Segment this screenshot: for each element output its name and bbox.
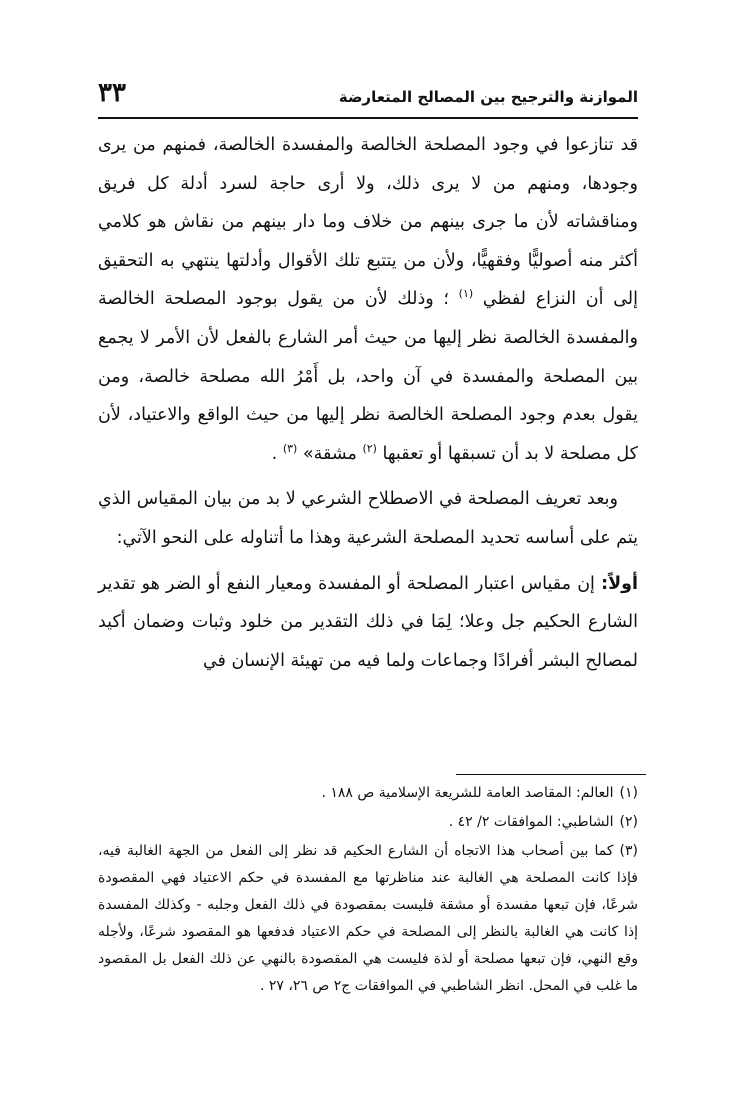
paragraph-2: وبعد تعريف المصلحة في الاصطلاح الشرعي لا بد من بيان المقياس الذي يتم على أساسه تحديد المصلحة الشرعية وهذا ما أتناوله على النحو الآتي: [98,489,638,548]
paragraph-1-part-4: . [271,443,278,464]
main-text [98,126,638,680]
paragraph-1-part-3: مشقة» [302,443,357,464]
footnote-2-number: (٢) [619,814,638,830]
paragraph-3 [98,565,638,681]
paragraph-3-lead: أولاً: [601,573,638,594]
footnote-1 [98,780,638,807]
paragraph-1-part-1: قد تنازعوا في وجود المصلحة الخالصة والمفسدة الخالصة، فمنهم من يرى وجودها، ومنهم من لا يرى ذلك، ولا أرى حاجة لسرد أدلة كل فريق ومناقشاته لأن ما جرى بينهم من خلاف وما دار بينهم من نقاش هو كلامي أكثر منه أصوليًّا وفقهيًّا، ولأن من يتتبع تلك الأقوال وأدلتها ينتهي به التحقيق إلى أن النزاع لفظي [98,135,638,310]
footnote-3-number: (٣) [619,843,638,859]
footnote-separator [456,774,646,775]
footnote-1-number: (١) [619,785,638,801]
page-number: ٣٣ [98,78,126,108]
footnote-ref-2[interactable]: (٢) [362,441,377,455]
footnote-1-text: العالم: المقاصد العامة للشريعة الإسلامية ص ١٨٨ . [321,785,614,801]
footnote-ref-3[interactable]: (٣) [282,441,298,455]
running-title: الموازنة والترجيح بين المصالح المتعارضة [338,88,638,106]
footnotes [98,780,638,1002]
footnote-ref-1[interactable]: (١) [458,287,474,301]
footnote-2 [98,809,638,836]
footnote-2-text: الشاطبي: الموافقات ٢/ ٤٢ . [448,814,614,830]
page-header [98,78,638,118]
paragraph-3-text: إن مقياس اعتبار المصلحة أو المفسدة ومعيار النفع أو الضر هو تقدير الشارع الحكيم جل وعلا؛ لِمَا في ذلك التقدير من خلود وثبات وضمان أكيد لمصالح البشر أفرادًا وجماعات ولما فيه من تهيئة الإنسان في [98,573,638,671]
paragraph-1-part-2: ؛ وذلك لأن من يقول بوجود المصلحة الخالصة والمفسدة الخالصة نظر إليها من حيث أمر الشارع بالفعل لأن الأمر لا يجمع بين المصلحة والمفسدة في آن واحد، بل أَمْرُ الله مصلحة خالصة، ومن يقول بعدم وجود المصلحة الخالصة نظر إليها من حيث الواقع والاعتياد، لأن كل مصلحة لا بد أن تسبقها أو تعقبها [98,289,638,464]
paragraph-1 [98,126,638,473]
header-rule [98,117,638,119]
footnote-3-text: كما بين أصحاب هذا الاتجاه أن الشارع الحكيم قد نظر إلى الفعل من الجهة الغالبة فيه، فإذا كانت المصلحة هي الغالبة عند مناظرتها مع المفسدة في حكم الاعتياد فهي المقصودة شرعًا، فإن تبعها مفسدة أو مشقة فليست بمقصودة في ذلك الفعل وجلبه - وكذلك المفسدة إذا كانت هي الغالبة بالنظر إلى المصلحة في حكم الاعتياد فدفعها هو المقصود شرعًا، ولأجله وقع النهي، فإن تبعها مصلحة أو لذة فليست هي المقصودة بالنهي عن ذلك الفعل بل المقصود ما غلب في المحل. انظر الشاطبي في الموافقات ج٢ ص ٢٦، ٢٧ . [98,843,638,994]
footnote-3 [98,838,638,1000]
